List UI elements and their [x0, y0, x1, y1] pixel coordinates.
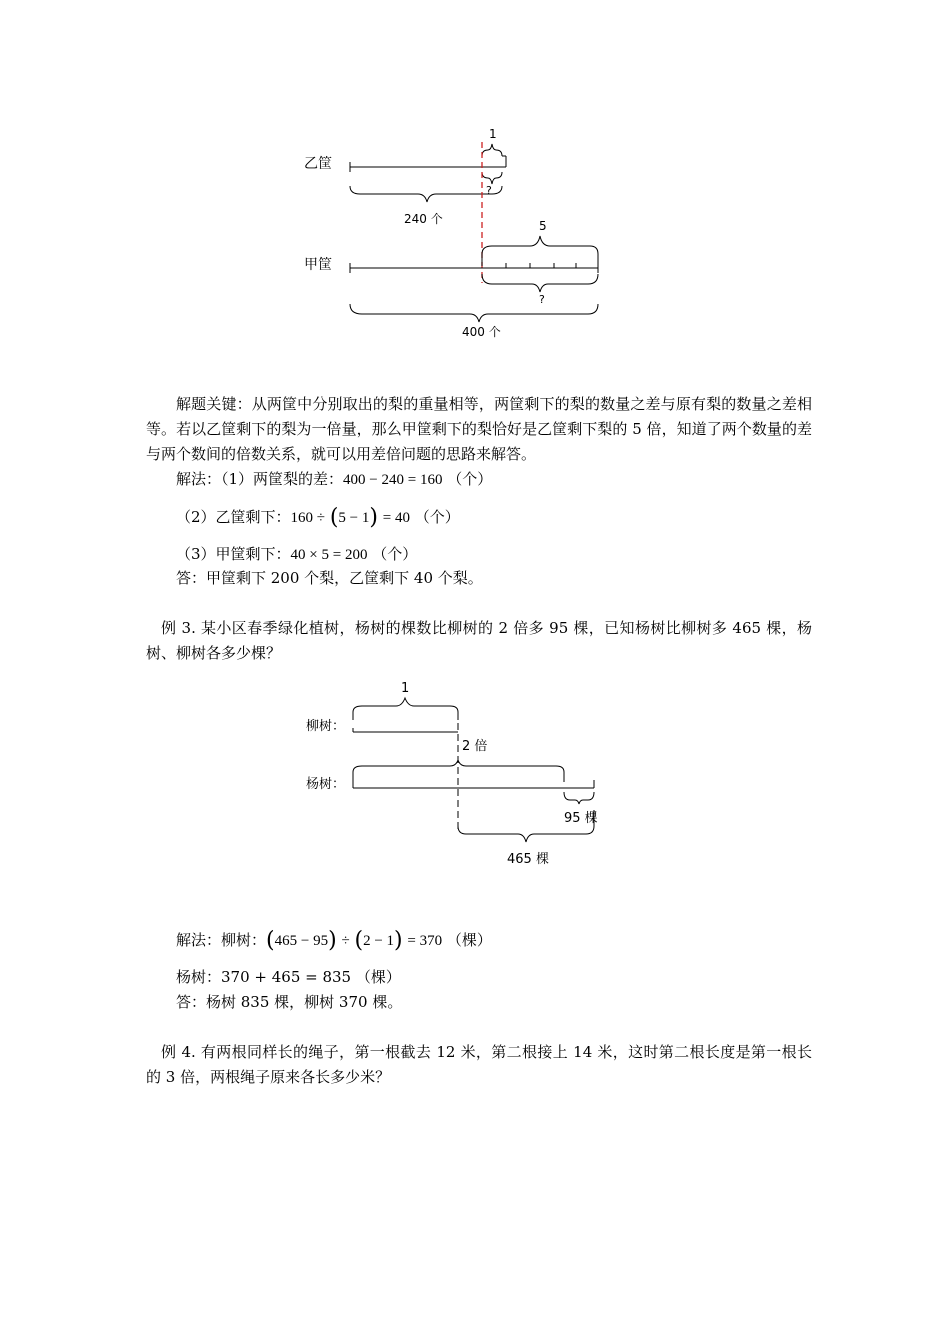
- n465-label: 465 棵: [507, 852, 549, 867]
- top-one-label: 1: [489, 127, 497, 141]
- five-label: 5: [539, 219, 547, 233]
- sol2-unit1: （棵）: [446, 931, 492, 949]
- solution1-line3: [176, 543, 417, 564]
- sol1-expr2a: 160 ÷: [290, 510, 326, 526]
- two-times-label: 2 倍: [462, 739, 488, 754]
- label-yang: 杨树：: [306, 777, 346, 792]
- solution1-line2: （2）乙筐剩下：160 ÷ (5 − 1) = 40 （个）: [176, 505, 460, 530]
- label-liu: 柳树：: [306, 719, 346, 734]
- total-jia-label: 400 个: [462, 325, 501, 339]
- sol1-expr2b: 5 − 1: [338, 510, 370, 526]
- solution2-answer: 答：杨树 835 棵，柳树 370 棵。: [176, 993, 403, 1011]
- brace-five: [482, 236, 598, 268]
- diagram-baskets: [300, 120, 620, 350]
- brace-95: [564, 792, 594, 804]
- solution2-line2: 杨树：370 + 465 = 835 （棵）: [176, 968, 401, 986]
- brace-240: [350, 186, 502, 202]
- solution2-line1: 解法：柳树：(465 − 95) ÷ (2 − 1) = 370 （棵）: [176, 928, 492, 953]
- sol1-expr1: 400 − 240 = 160: [343, 472, 443, 488]
- brace-one: [482, 144, 502, 156]
- total-yi-label: 240 个: [404, 212, 443, 226]
- sol1-expr2c: = 40: [382, 510, 410, 526]
- question-yi: ?: [486, 184, 492, 197]
- one-label: 1: [401, 681, 410, 696]
- label-yi-basket: 乙筐: [304, 156, 332, 172]
- sol2-expr-d: = 370: [407, 933, 443, 949]
- sol2-expr-c: 2 − 1: [363, 933, 395, 949]
- brace-one-liu: [353, 698, 458, 720]
- sol2-expr-a: 465 − 95: [274, 933, 329, 949]
- solution1-answer: 答：甲筐剩下 200 个梨，乙筐剩下 40 个梨。: [176, 569, 483, 587]
- n95-label: 95 棵: [564, 811, 598, 826]
- question-jia: ?: [539, 293, 545, 306]
- brace-yi-q: [482, 172, 502, 184]
- sol1-label3: （3）甲筐剩下：: [176, 545, 291, 563]
- example3-text: 例 3. 某小区春季绿化植树，杨树的棵数比柳树的 2 倍多 95 棵，已知杨树比柳树多 465 棵，杨树、柳树各多少棵？: [146, 619, 812, 662]
- sol1-expr3: 40 × 5 = 200: [290, 547, 368, 563]
- brace-jia-q: [482, 274, 598, 292]
- solution1-line1: [176, 468, 492, 489]
- sol2-expr-b: ÷: [341, 933, 350, 949]
- sol1-label1: 解法：（1）两筐梨的差：: [176, 470, 344, 488]
- key-paragraph: 解题关键：从两筐中分别取出的梨的重量相等，两筐剩下的梨的数量之差与原有梨的数量之差相等。若以乙筐剩下的梨为一倍量，那么甲筐剩下的梨恰好是乙筐剩下梨的 5 倍，知道了两个数量的差与两个数间的倍数关系，就可以用差倍问题的思路来解答。: [146, 395, 812, 463]
- brace-400: [350, 304, 598, 322]
- label-jia-basket: 甲筐: [304, 257, 332, 273]
- diagram-trees: [300, 676, 620, 876]
- sol1-unit2: （个）: [414, 508, 460, 526]
- sol1-unit1: （个）: [447, 470, 493, 488]
- example4-text: 例 4. 有两根同样长的绳子，第一根截去 12 米，第二根接上 14 米，这时第二根长度是第一根长的 3 倍，两根绳子原来各长多少米？: [146, 1043, 812, 1086]
- sol1-unit3: （个）: [372, 545, 418, 563]
- sol1-label2: （2）乙筐剩下：: [176, 508, 291, 526]
- sol2-label1: 解法：柳树：: [176, 931, 267, 949]
